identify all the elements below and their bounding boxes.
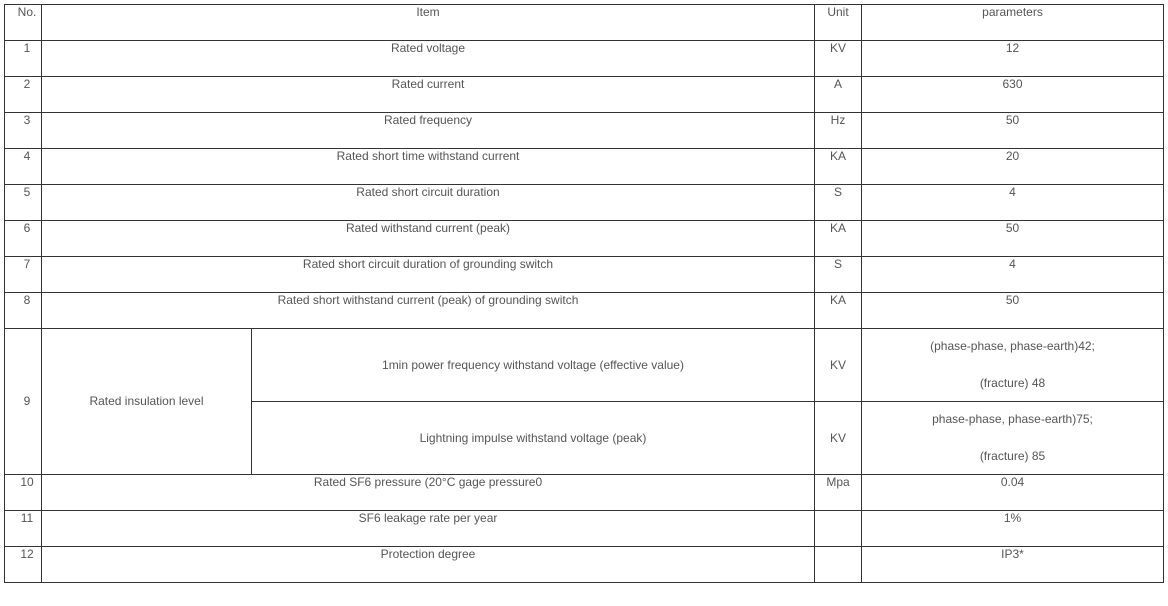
row-no: 10: [5, 475, 42, 511]
row-item: Rated current: [42, 77, 815, 113]
row-value: 0.04: [862, 475, 1164, 511]
row-unit: A: [815, 77, 862, 113]
insulation-group-label: Rated insulation level: [42, 329, 252, 475]
value-gap: [862, 427, 1163, 449]
value-line-1: phase-phase, phase-earth)75;: [932, 412, 1093, 426]
row-value: IP3*: [862, 547, 1164, 583]
row-no: 6: [5, 221, 42, 257]
row-unit: KA: [815, 221, 862, 257]
row-unit: S: [815, 185, 862, 221]
insulation-sub-item: 1min power frequency withstand voltage (effective value): [252, 329, 815, 402]
insulation-sub-value: [862, 402, 1164, 475]
row-no: 3: [5, 113, 42, 149]
value-line-2: (fracture) 85: [979, 449, 1046, 463]
insulation-sub-unit: KV: [815, 402, 862, 475]
row-item: Rated short circuit duration of grounding switch: [42, 257, 815, 293]
row-unit: Mpa: [815, 475, 862, 511]
row-value: 50: [862, 221, 1164, 257]
row-value: 50: [862, 293, 1164, 329]
row-no: 11: [5, 511, 42, 547]
row-item: Rated voltage: [42, 41, 815, 77]
row-value: 50: [862, 113, 1164, 149]
row-item: Rated withstand current (peak): [42, 221, 815, 257]
value-gap: [862, 354, 1163, 376]
row-unit: [815, 511, 862, 547]
row-value: 4: [862, 185, 1164, 221]
row-no: 5: [5, 185, 42, 221]
insulation-sub-value: [862, 329, 1164, 402]
header-item: Item: [42, 5, 815, 41]
row-unit: S: [815, 257, 862, 293]
row-no: 7: [5, 257, 42, 293]
row-item: Rated SF6 pressure (20°C gage pressure0: [42, 475, 815, 511]
row-item: Rated short circuit duration: [42, 185, 815, 221]
table-row: [5, 41, 1164, 77]
header-parameters: parameters: [862, 5, 1164, 41]
row-unit: KA: [815, 293, 862, 329]
row-value: 630: [862, 77, 1164, 113]
row-unit: [815, 547, 862, 583]
row-value: 1%: [862, 511, 1164, 547]
row-value: 12: [862, 41, 1164, 77]
row-item: Protection degree: [42, 547, 815, 583]
table-row: [5, 511, 1164, 547]
header-no: No.: [5, 5, 42, 41]
row-no: 2: [5, 77, 42, 113]
insulation-sub-unit: KV: [815, 329, 862, 402]
table-row: [5, 113, 1164, 149]
row-no: 4: [5, 149, 42, 185]
table-row: [5, 149, 1164, 185]
row-item: Rated short time withstand current: [42, 149, 815, 185]
table-header-row: [5, 5, 1164, 41]
table-row: [5, 77, 1164, 113]
specifications-table: [4, 4, 1164, 583]
value-line-1: (phase-phase, phase-earth)42;: [930, 339, 1095, 353]
table-row: [5, 293, 1164, 329]
row-no: 12: [5, 547, 42, 583]
value-line-2: (fracture) 48: [979, 376, 1046, 390]
table-row: [5, 221, 1164, 257]
row-no: 8: [5, 293, 42, 329]
row-no: 9: [5, 329, 42, 475]
row-value: 4: [862, 257, 1164, 293]
row-no: 1: [5, 41, 42, 77]
insulation-sub-item: Lightning impulse withstand voltage (peak): [252, 402, 815, 475]
row-item: Rated short withstand current (peak) of grounding switch: [42, 293, 815, 329]
row-unit: KV: [815, 41, 862, 77]
table-row: [5, 547, 1164, 583]
table-row: [5, 257, 1164, 293]
row-unit: KA: [815, 149, 862, 185]
row-value: 20: [862, 149, 1164, 185]
row-item: SF6 leakage rate per year: [42, 511, 815, 547]
row-unit: Hz: [815, 113, 862, 149]
table-row: [5, 185, 1164, 221]
table-row-insulation: [5, 329, 1164, 402]
row-item: Rated frequency: [42, 113, 815, 149]
table-row: [5, 475, 1164, 511]
header-unit: Unit: [815, 5, 862, 41]
